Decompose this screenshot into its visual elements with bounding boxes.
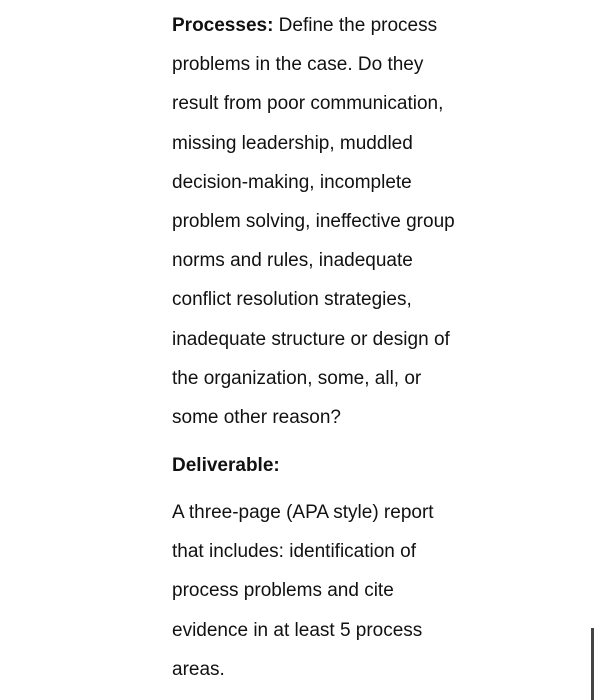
paragraph-line: process problems and cite [172,580,394,602]
paragraph-line: problems in the case. Do they [172,54,424,76]
processes-label: Processes: [172,15,274,36]
paragraph-line: conflict resolution strategies, [172,289,412,311]
paragraph-line: that includes: identification of [172,541,416,563]
paragraph-line: areas. [172,658,225,680]
document-body [172,6,502,689]
paragraph-line: A three-page (APA style) report [172,502,434,524]
paragraph-line: the organization, some, all, or [172,367,422,389]
paragraph-line: decision-making, incomplete [172,171,412,193]
paragraph-line [172,6,502,45]
paragraph-line: some other reason? [172,406,341,428]
scrollbar-thumb[interactable] [591,628,594,700]
paragraph-line: norms and rules, inadequate [172,250,413,272]
paragraph-line: missing leadership, muddled [172,132,413,154]
deliverable-paragraph [172,493,502,689]
paragraph-line: result from poor communication, [172,93,444,115]
processes-first-line: Define the process [273,15,438,36]
paragraph-line: inadequate structure or design of [172,328,450,350]
paragraph-line: evidence in at least 5 process [172,619,423,641]
processes-paragraph [172,6,502,437]
deliverable-heading: Deliverable: [172,455,280,477]
paragraph-line: problem solving, ineffective group [172,210,455,232]
